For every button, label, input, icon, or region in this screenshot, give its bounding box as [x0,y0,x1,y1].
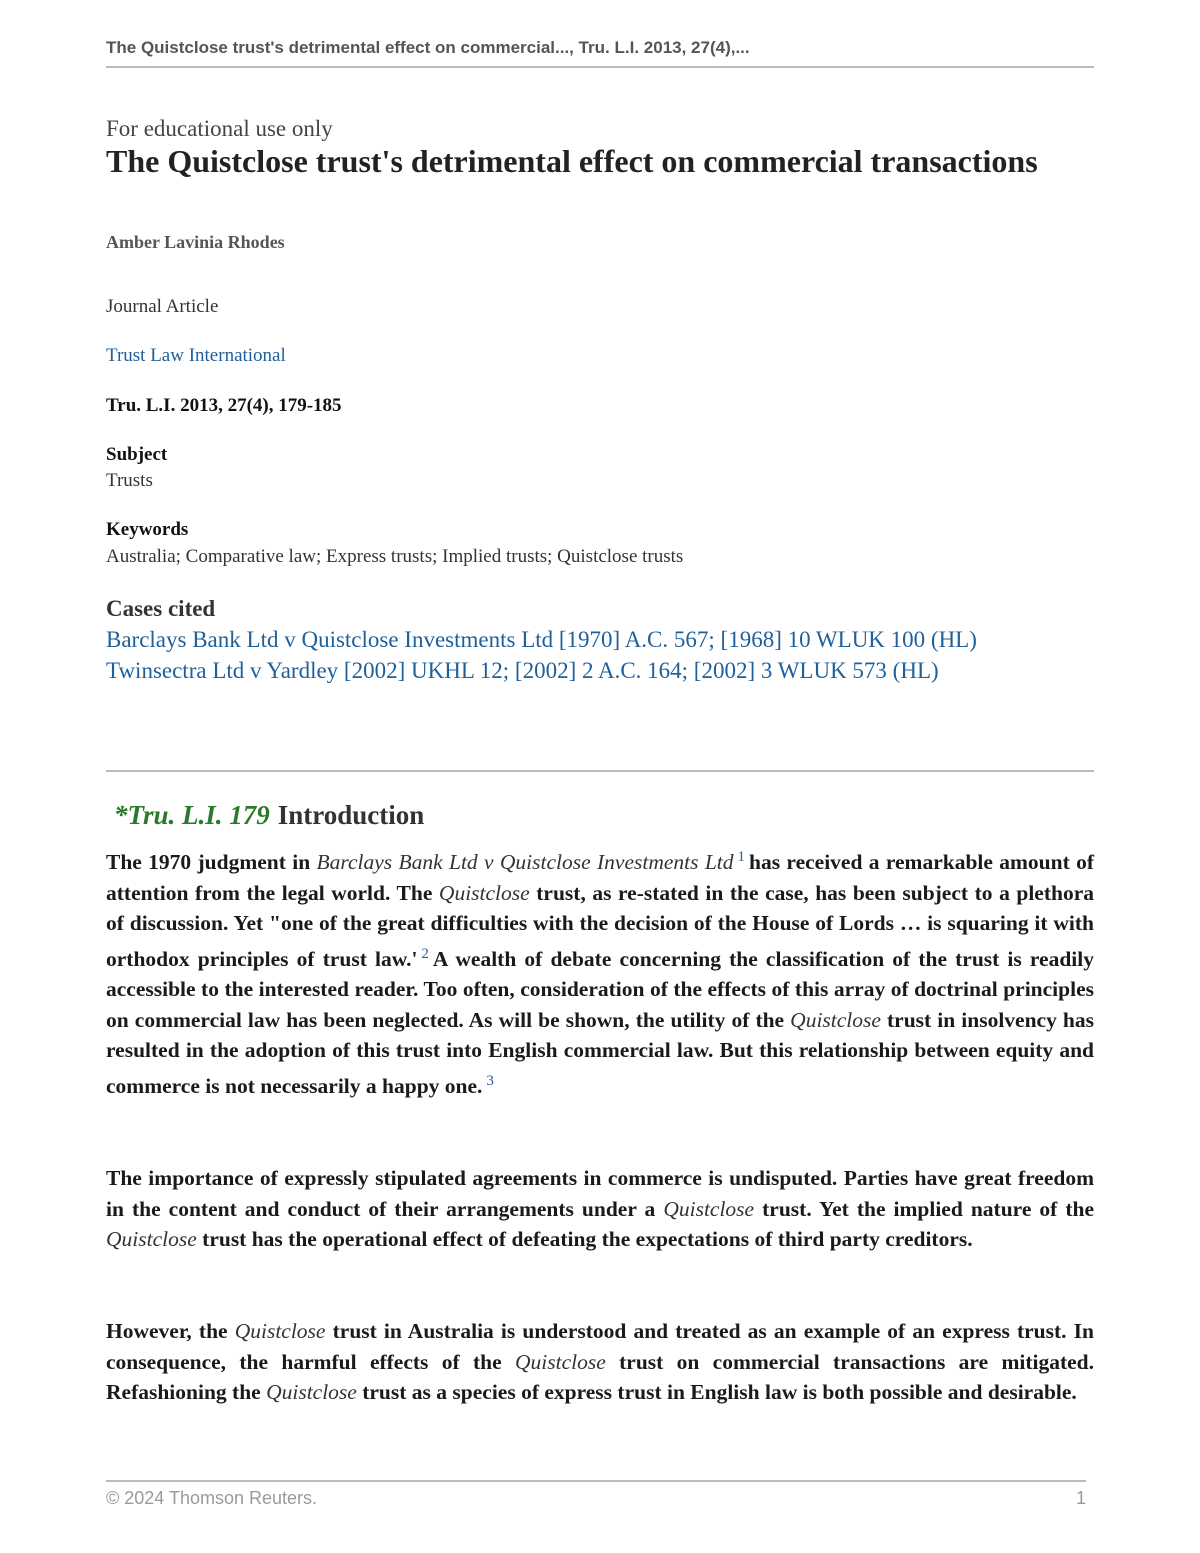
cases-cited-heading: Cases cited [106,596,216,621]
footnote-3-link[interactable]: 3 [486,1072,494,1089]
footnote-2-link[interactable]: 2 [421,945,429,962]
running-header: The Quistclose trust's detrimental effect on commercial..., Tru. L.I. 2013, 27(4),... [106,38,750,57]
subject-label: Subject [106,444,168,465]
footnote-1-link[interactable]: 1 [737,849,745,865]
document-type: Journal Article [106,296,219,317]
educational-notice: For educational use only [106,116,333,141]
article-title: The Quistclose trust's detrimental effect on commercial transactions [106,143,1038,179]
journal-link[interactable]: Trust Law International [106,345,286,366]
case-name: Barclays Bank Ltd v Quistclose Investments Ltd [316,850,734,875]
page-reference: *Tru. L.I. 179 [114,800,270,830]
section-divider [106,770,1094,772]
copyright: © 2024 Thomson Reuters. [106,1488,318,1508]
keywords-value: Australia; Comparative law; Express trusts; Implied trusts; Quistclose trusts [106,546,684,567]
paragraph-3: However, the Quistclose trust in Australia is understood and treated as an example of an express trust. In consequence, the harmful effects of the Quistclose trust on commercial transactions are mitigated. Refashioning the Quistclose trust as a species of express trust in English law is both possible and desirable. [106,1319,1094,1404]
keywords-label: Keywords [106,519,189,540]
case-link[interactable]: Twinsectra Ltd v Yardley [2002] UKHL 12; [2002] 2 A.C. 164; [2002] 3 WLUK 573 (HL) [106,658,939,683]
subject-value: Trusts [106,470,153,491]
paragraph-2: The importance of expressly stipulated agreements in commerce is undisputed. Parties have great freedom in the content and conduct of their arrangements under a Quistclose trust. Yet the implied nature of the Quistclose trust has the operational effect of defeating the expectations of third party creditors. [106,1166,1094,1251]
footer-divider [106,1480,1086,1482]
paragraph-1: The 1970 judgment in Barclays Bank Ltd v Quistclose Investments Ltd $^1$ has received a remarkable amount of attention from the legal world. The Quistclose trust, as re-stated in the case, has been subject to a plethora of discussion. Yet "one of the great difficulties with the decision of the House of Lords … is squaring it with orthodox principles of trust law.' $^2$ A wealth of debate concerning the classification of the trust is readily accessible to the interested reader. Too often, consideration of the effects of this array of doctrinal principles on commercial law has been neglected. As will be shown, the utility of the Quistclose trust in insolvency has resulted in the adoption of this trust into English commercial law. But this relationship between equity and commerce is not necessarily a happy one. $^3$ [106,849,1094,1098]
citation: Tru. L.I. 2013, 27(4), 179-185 [106,395,342,416]
author-name: Amber Lavinia Rhodes [106,232,285,252]
header-divider [106,66,1094,68]
heading-text: Introduction [277,800,425,830]
page-number: 1 [1075,1488,1086,1508]
case-link[interactable]: Barclays Bank Ltd v Quistclose Investments Ltd [1970] A.C. 567; [1968] 10 WLUK 100 (HL) [106,627,977,652]
introduction-heading [114,800,424,831]
footer [106,1488,1086,1509]
